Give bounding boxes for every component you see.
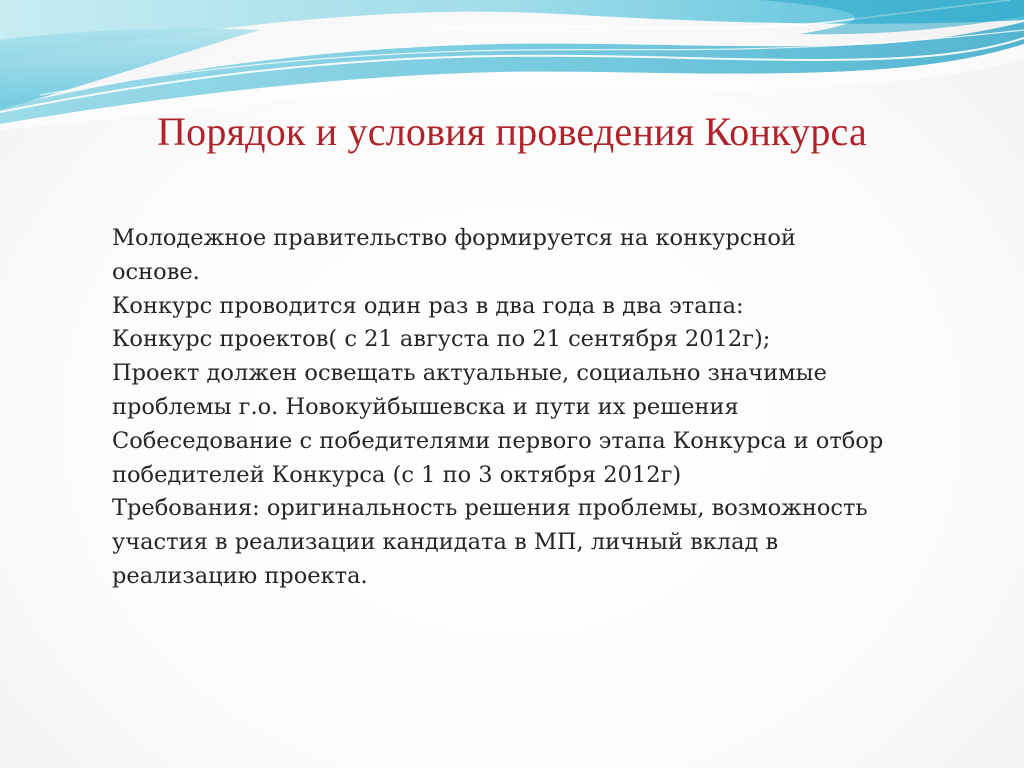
body-line: Конкурс проектов( с 21 августа по 21 сентября 2012г); bbox=[112, 326, 771, 353]
body-line: реализацию проекта. bbox=[112, 562, 368, 589]
body-line: основе. bbox=[112, 258, 200, 285]
body-line: проблемы г.о. Новокуйбышевска и пути их решения bbox=[112, 393, 739, 420]
body-line: Проект должен освещать актуальные, социально значимые bbox=[112, 360, 827, 387]
body-line: Требования: оригинальность решения проблемы, возможность bbox=[112, 495, 868, 522]
slide-title: Порядок и условия проведения Конкурса bbox=[157, 109, 867, 154]
body-line: участия в реализации кандидата в МП, личный вклад в bbox=[112, 529, 779, 556]
body-line: Молодежное правительство формируется на конкурсной bbox=[112, 225, 796, 251]
body-line: Собеседование с победителями первого этапа Конкурса и отбор bbox=[112, 427, 884, 454]
body-line: Конкурс проводится один раз в два года в два этапа: bbox=[112, 292, 744, 319]
slide-body bbox=[112, 222, 952, 594]
body-line: победителей Конкурса (с 1 по 3 октября 2012г) bbox=[112, 461, 682, 488]
